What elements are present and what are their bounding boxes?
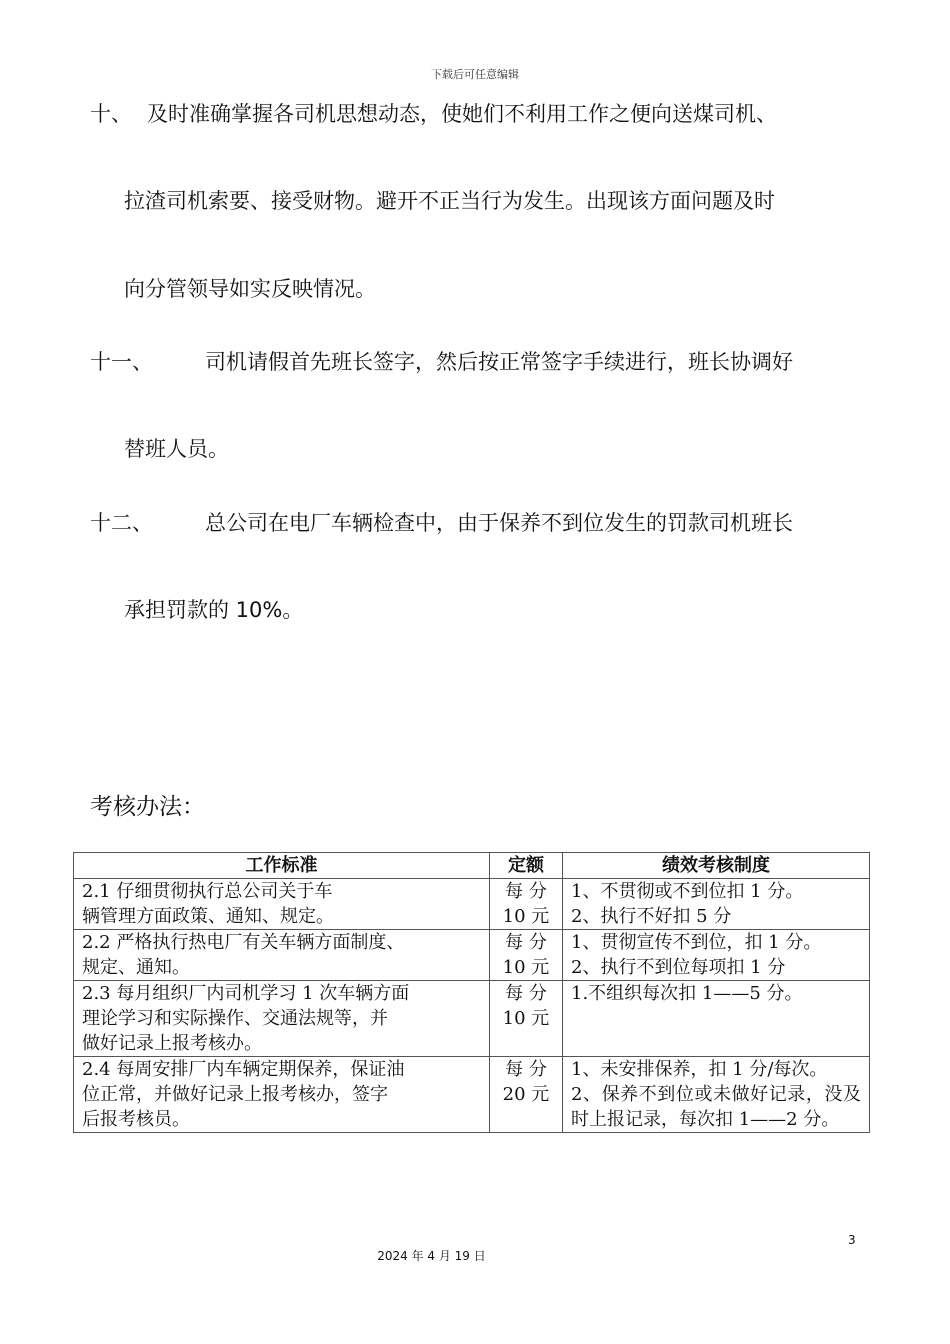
clause-line: 承担罚款的 10%。 [124, 598, 304, 622]
table-row [74, 930, 870, 981]
footer-date: 2024 年 4 月 19 日 [377, 1249, 486, 1263]
standard-line: 规定、通知。 [82, 957, 190, 978]
rules-cell [563, 879, 870, 930]
clause-line: 总公司在电厂车辆检查中，由于保养不到位发生的罚款司机班长 [205, 511, 793, 535]
page-number: 3 [848, 1233, 856, 1247]
standard-line: 理论学习和实际操作、交通法规等，并 [82, 1008, 388, 1029]
clause-line: 向分管领导如实反映情况。 [124, 277, 376, 301]
standard-cell [74, 981, 490, 1057]
rules-cell [563, 981, 870, 1057]
standard-line: 位正常，并做好记录上报考核办，签字 [82, 1084, 388, 1105]
clause-number: 十二、 [90, 511, 153, 535]
standard-line: 2.3 每月组织厂内司机学习 1 次车辆方面 [82, 983, 410, 1004]
standard-line: 做好记录上报考核办。 [82, 1033, 262, 1054]
rule-item: 1、贯彻宣传不到位，扣 1 分。 [571, 932, 822, 953]
assessment-table [73, 852, 870, 1133]
standard-line: 后报考核员。 [82, 1109, 190, 1130]
clause-line: 司机请假首先班长签字，然后按正常签字手续进行，班长协调好 [205, 350, 793, 374]
quota-line: 每 分 [505, 932, 547, 953]
standard-line: 2.4 每周安排厂内车辆定期保养，保证油 [82, 1059, 405, 1080]
header-note: 下载后可任意编辑 [431, 68, 519, 81]
clause-number: 十、 [90, 102, 132, 126]
quota-cell [490, 930, 563, 981]
section-title: 考核办法： [90, 794, 205, 820]
table-row [74, 981, 870, 1057]
rule-item: 1、不贯彻或不到位扣 1 分。 [571, 881, 804, 902]
table-row [74, 1057, 870, 1133]
clause-line: 拉渣司机索要、接受财物。避开不正当行为发生。出现该方面问题及时 [124, 189, 775, 213]
quota-line: 每 分 [505, 881, 547, 902]
quota-line: 20 元 [502, 1084, 550, 1105]
header-quota: 定额 [490, 853, 563, 879]
table-header-row [74, 853, 870, 879]
standard-cell [74, 930, 490, 981]
standard-cell [74, 1057, 490, 1133]
header-rules: 绩效考核制度 [563, 853, 870, 879]
rules-cell [563, 1057, 870, 1133]
standard-line: 2.1 仔细贯彻执行总公司关于车 [82, 881, 333, 902]
quota-line: 10 元 [502, 957, 550, 978]
quota-cell [490, 879, 563, 930]
rule-item: 2、执行不到位每项扣 1 分 [571, 957, 786, 978]
rule-item: 2、执行不好扣 5 分 [571, 906, 732, 927]
quota-line: 10 元 [502, 906, 550, 927]
clause-number: 十一、 [90, 350, 153, 374]
quota-line: 每 分 [505, 983, 547, 1004]
standard-line: 辆管理方面政策、通知、规定。 [82, 906, 334, 927]
rule-item: 1.不组织每次扣 1——5 分。 [571, 983, 803, 1004]
quota-line: 每 分 [505, 1059, 547, 1080]
standard-line: 2.2 严格执行热电厂有关车辆方面制度、 [82, 932, 405, 953]
clause-line: 及时准确掌握各司机思想动态，使她们不利用工作之便向送煤司机、 [147, 102, 777, 126]
quota-cell [490, 981, 563, 1057]
quota-cell [490, 1057, 563, 1133]
rule-item: 2、保养不到位或未做好记录，没及时上报记录，每次扣 1——2 分。 [571, 1084, 861, 1130]
standard-cell [74, 879, 490, 930]
header-standard: 工作标准 [74, 853, 490, 879]
rules-cell [563, 930, 870, 981]
quota-line: 10 元 [502, 1008, 550, 1029]
rule-item: 1、未安排保养，扣 1 分/每次。 [571, 1059, 828, 1080]
table-row [74, 879, 870, 930]
clause-line: 替班人员。 [124, 437, 229, 461]
